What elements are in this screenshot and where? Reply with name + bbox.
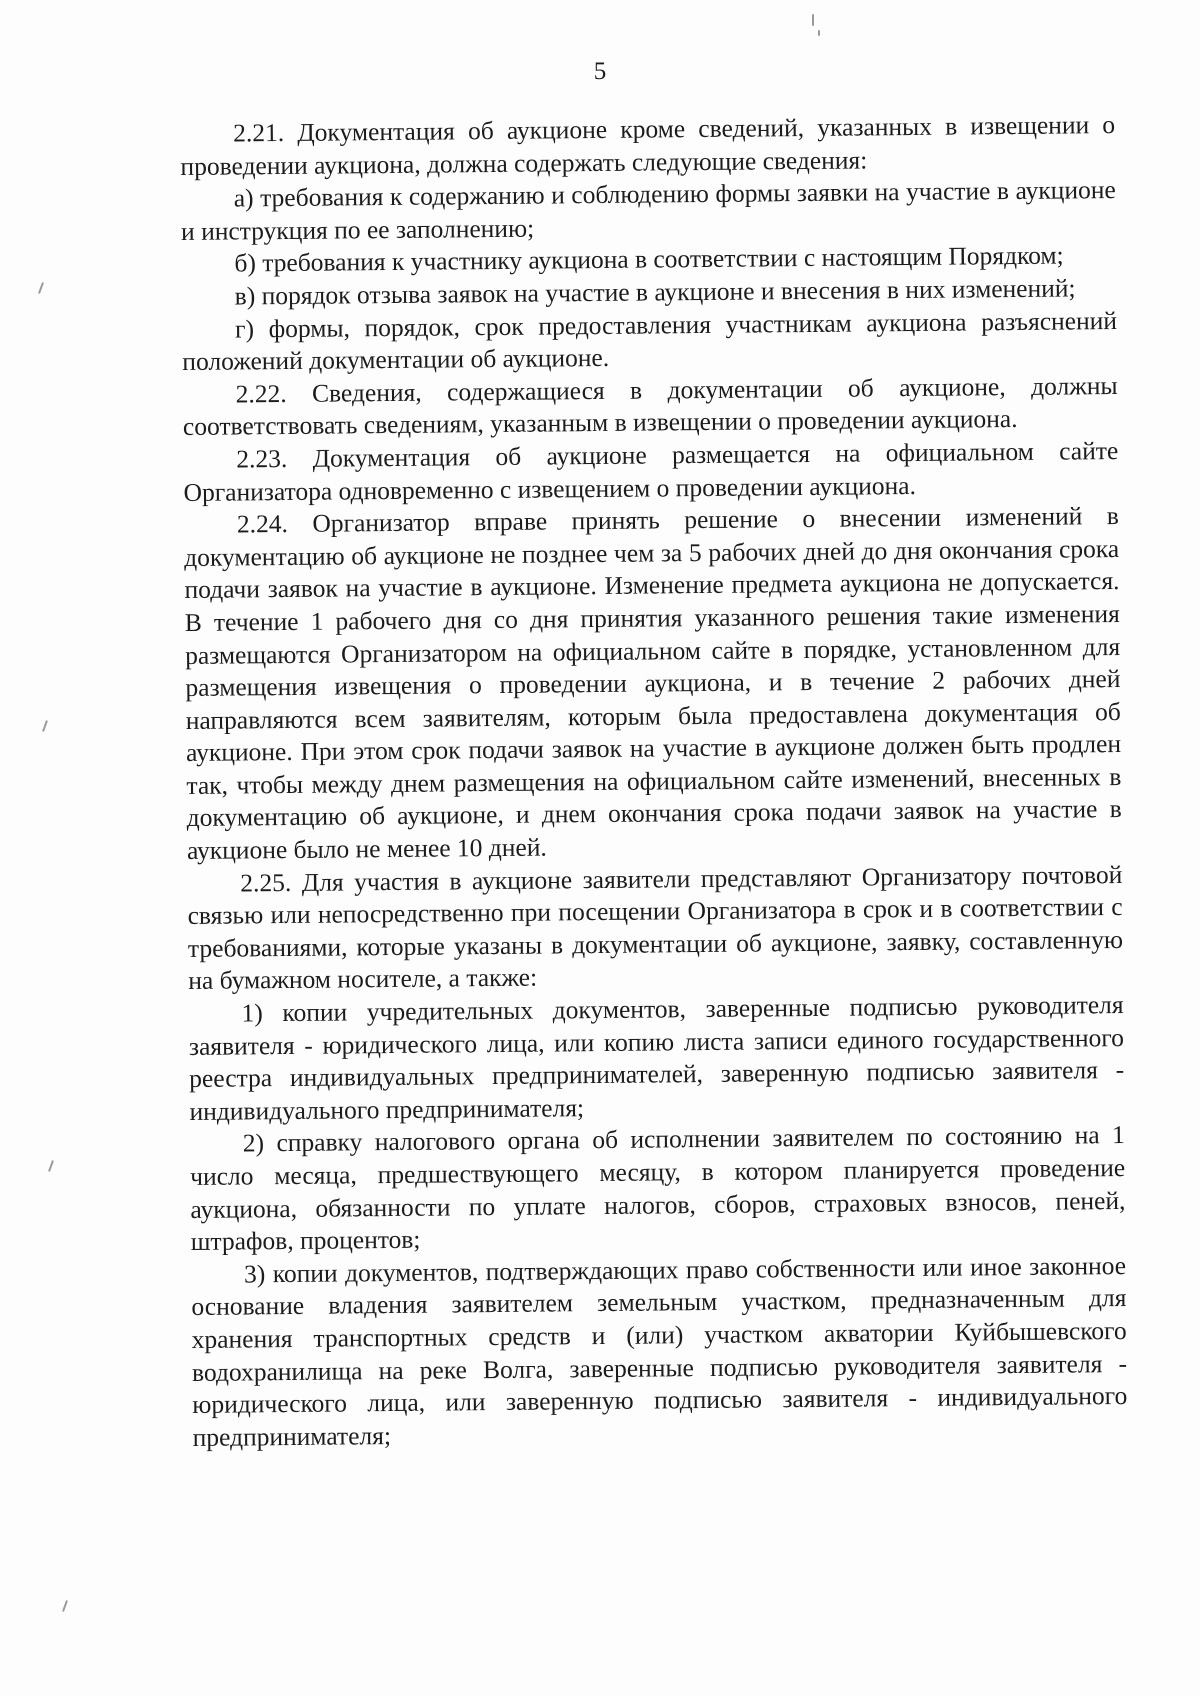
paragraph-item-a: а) требования к содержанию и соблюдению формы заявки на участие в аукционе и инструкция по ее заполнению;: [180, 175, 1116, 246]
scan-artifact: [818, 30, 820, 36]
scan-artifact: [62, 1600, 68, 1612]
paragraph-2-22: 2.22. Сведения, содержащиеся в документации об аукционе, должны соответствовать сведениям, указанным в извещении о проведении аукциона.: [182, 370, 1118, 442]
paragraph-item-v: в) порядок отзыва заявок на участие в аукционе и внесения в них изменений;: [234, 273, 1076, 311]
scan-artifact: [38, 282, 44, 294]
paragraph-item-3: 3) копии документов, подтверждающих право собственности или иное законное основание владения заявителем земельным участком, предназначенным для хранения транспортных средств и (или) участком акватории Куйбышевского водохранилища на реке Волга, заверенные подписью руководителя заявителя - юридического лица, или заверенную подписью заявителя - индивидуального предпринимателя;: [191, 1250, 1128, 1452]
paragraph-2-21: 2.21. Документация об аукционе кроме сведений, указанных в извещении о проведении аукциона, должна содержать следующие сведения:: [180, 110, 1116, 181]
paragraph-2-23: 2.23. Документация об аукционе размещается на официальном сайте Организатора одновременно с извещением о проведении аукциона.: [183, 435, 1119, 507]
paragraph-item-b: б) требования к участнику аукциона в соответствии с настоящим Порядком;: [234, 240, 1064, 278]
scan-artifact: [812, 14, 814, 26]
scan-artifact: [42, 720, 48, 732]
paragraph-item-g: г) формы, порядок, срок предоставления участникам аукциона разъяснений положений документации об аукционе.: [182, 305, 1118, 377]
page-number: 5: [593, 58, 607, 85]
scan-artifact: [48, 1160, 54, 1172]
paragraph-2-24: 2.24. Организатор вправе принять решение о внесении изменений в документацию об аукционе не позднее чем за 5 рабочих дней до дня окончания срока подачи заявок на участие в аукционе. Изменение предмета аукциона не допускается. В течение 1 рабочего дня со дня принятия указанного решения такие изменения размещаются Организатором на официальном сайте в порядке, установленном для размещения извещения о проведении аукциона, и в течение 2 рабочих дней направляются всем заявителям, которым была предоставлена документация об аукционе. При этом срок подачи заявок на участие в аукционе должен быть продлен так, чтобы между днем размещения на официальном сайте изменений, внесенных в документацию об аукционе, и днем окончания срока подачи заявок на участие в аукционе было не менее 10 дней.: [184, 501, 1122, 866]
paragraph-item-2: 2) справку налогового органа об исполнении заявителем по состоянию на 1 число месяца, предшествующего месяцу, в котором планируется проведение аукциона, обязанности по уплате налогов, сборов, страховых взносов, пеней, штрафов, процентов;: [190, 1120, 1126, 1257]
paragraph-2-25: 2.25. Для участия в аукционе заявители представляют Организатору почтовой связью или непосредственно при посещении Организатора в срок и в соответствии с требованиями, которые указаны в документации об аукционе, заявку, составленную на бумажном носителе, а также:: [187, 859, 1124, 996]
document-body: [180, 109, 1128, 1454]
paragraph-item-1: 1) копии учредительных документов, заверенные подписью руководителя заявителя - юридического лица, или копию листа записи единого государственного реестра индивидуальных предпринимателей, заверенную подписью заявителя - индивидуального предпринимателя;: [188, 990, 1125, 1126]
